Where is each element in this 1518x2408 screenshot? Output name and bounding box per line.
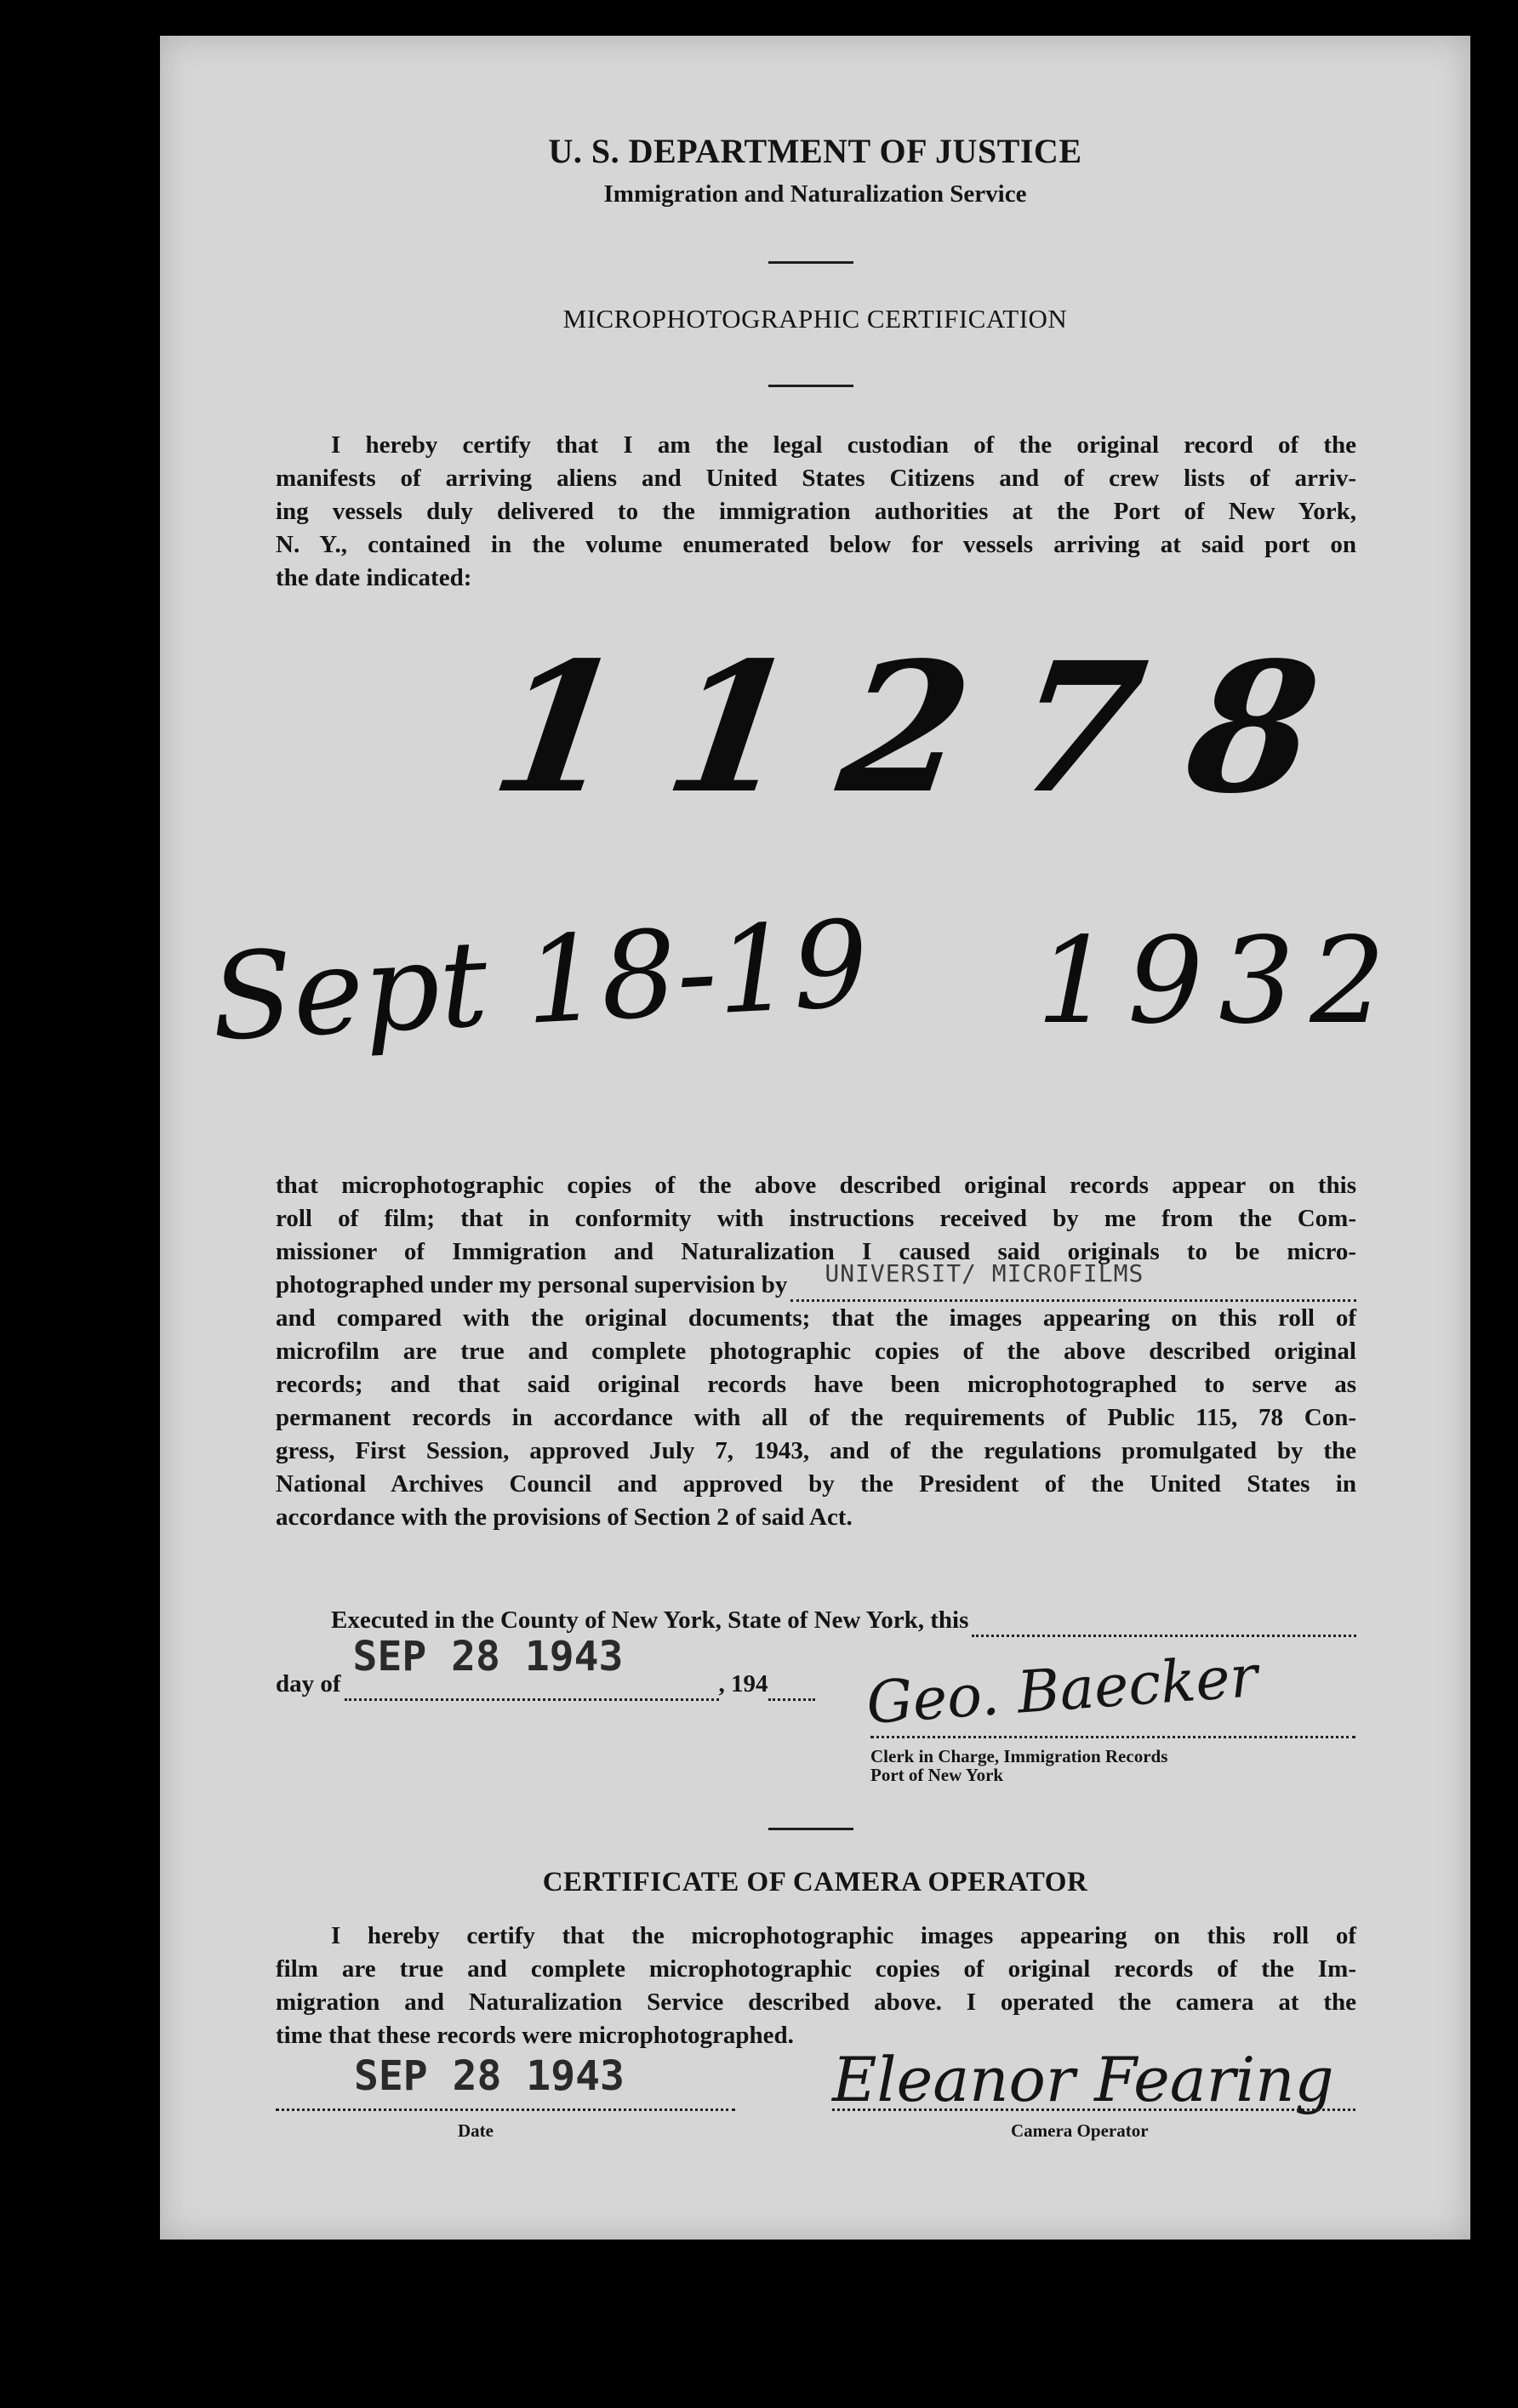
- intro-paragraph: [276, 429, 1356, 595]
- day-of-stamp: SEP 28 1943: [352, 1633, 624, 1680]
- day-of-field: [345, 1633, 719, 1701]
- intro-line: the date indicated:: [276, 564, 472, 591]
- body-paragraph: [276, 1169, 1356, 1534]
- body-line: National Archives Council and approved by the President of the United States in: [276, 1470, 1356, 1498]
- year-field: [768, 1676, 815, 1701]
- executed-text: Executed in the County of New York, State of New York, this: [331, 1606, 969, 1634]
- operator-line: time that these records were microphotographed.: [276, 2022, 794, 2049]
- year-handwritten: 1932: [1036, 912, 1401, 1051]
- operator-signature-label: Camera Operator: [1011, 2120, 1149, 2141]
- operator-line: film are true and complete microphotographic copies of original records of the Im-: [276, 1955, 1356, 1983]
- body-line: records; and that said original records have been microphotographed to serve as: [276, 1371, 1356, 1398]
- body-line: microfilm are true and complete photographic copies of the above described original: [276, 1338, 1356, 1365]
- body-line: accordance with the provisions of Section 2 of said Act.: [276, 1504, 853, 1531]
- divider: [768, 1828, 853, 1830]
- body-line: that microphotographic copies of the above described original records appear on this: [276, 1172, 1356, 1199]
- supervision-prefix: photographed under my personal supervision by: [276, 1271, 788, 1298]
- day-of-line: [276, 1633, 956, 1701]
- operator-date-stamp: SEP 28 1943: [354, 2052, 625, 2100]
- day-of-label: day of: [276, 1670, 341, 1698]
- body-line: and compared with the original documents; that the images appearing on this roll of: [276, 1304, 1356, 1332]
- divider: [768, 385, 853, 387]
- clerk-title: Clerk in Charge, Immigration Records: [870, 1746, 1168, 1766]
- clerk-signature-line: [870, 1734, 1355, 1738]
- clerk-signature: Geo. Baecker: [864, 1643, 1260, 1738]
- service-subheading: Immigration and Naturalization Service: [603, 180, 1027, 208]
- supervisor-stamp: UNIVERSIT/ MICROFILMS: [825, 1259, 1144, 1287]
- operator-paragraph: [276, 1920, 1356, 2052]
- intro-line: manifests of arriving aliens and United States Citizens and of crew lists of arriv-: [276, 465, 1356, 492]
- executed-day-field: [972, 1612, 1356, 1637]
- operator-certificate-title: CERTIFICATE OF CAMERA OPERATOR: [542, 1867, 1088, 1897]
- body-line: missioner of Immigration and Naturalization I caused said originals to be micro-: [276, 1238, 1356, 1265]
- supervisor-field: [790, 1259, 1356, 1302]
- intro-line: ing vessels duly delivered to the immigration authorities at the Port of New York,: [276, 498, 1356, 525]
- operator-signature: Eleanor Fearing: [832, 2044, 1334, 2115]
- operator-date-line: [276, 2107, 735, 2111]
- operator-line: I hereby certify that the microphotographic images appearing on this roll of: [331, 1922, 1356, 1949]
- body-line: permanent records in accordance with all of the requirements of Public 115, 78 Con-: [276, 1404, 1356, 1431]
- volume-number-handwritten: 11278: [481, 623, 1379, 833]
- intro-line: I hereby certify that I am the legal custodian of the original record of the: [331, 431, 1356, 459]
- operator-line: migration and Naturalization Service described above. I operated the camera at the: [276, 1989, 1356, 2016]
- date-range-handwritten: Sept 18-19: [208, 894, 872, 1069]
- operator-signature-line: [832, 2107, 1355, 2111]
- divider: [768, 261, 853, 264]
- body-line: gress, First Session, approved July 7, 1943, and of the regulations promulgated by the: [276, 1437, 1356, 1464]
- intro-line: N. Y., contained in the volume enumerated below for vessels arriving at said port on: [276, 531, 1356, 558]
- certificate-page: [160, 36, 1470, 2240]
- operator-date-label: Date: [458, 2120, 494, 2141]
- department-heading: U. S. DEPARTMENT OF JUSTICE: [548, 132, 1082, 170]
- year-prefix: , 194: [718, 1670, 768, 1698]
- supervision-line: [276, 1259, 1356, 1302]
- body-line: roll of film; that in conformity with instructions received by me from the Com-: [276, 1205, 1356, 1232]
- certification-title: MICROPHOTOGRAPHIC CERTIFICATION: [562, 304, 1068, 334]
- clerk-location: Port of New York: [870, 1765, 1004, 1785]
